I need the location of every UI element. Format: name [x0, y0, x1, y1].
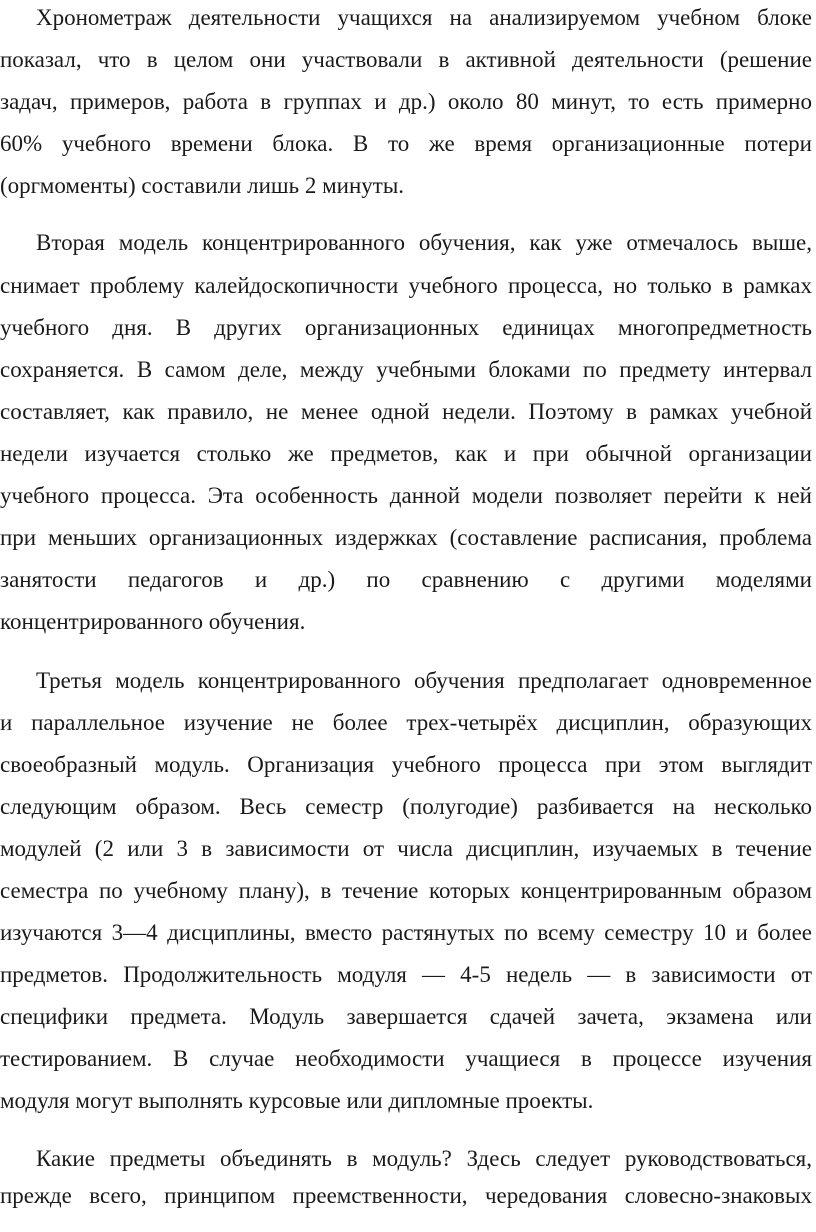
text-line: Хронометраж деятельности учащихся на анализируемом учебном блоке [36, 5, 812, 30]
text-line: при меньших организационных издержках (составление расписания, проблема [0, 525, 812, 550]
text-line: Какие предметы объединять в модуль? Здесь следует руководствоваться, [36, 1146, 812, 1171]
text-line: семестра по учебному плану), в течение которых концентрированным образом [0, 878, 812, 903]
text-line: 60% учебного времени блока. В то же время организационные потери [0, 131, 812, 156]
text-line: задач, примеров, работа в группах и др.) около 80 минут, то есть примерно [0, 89, 812, 114]
text-line: Третья модель концентрированного обучения предполагает одновременное [36, 668, 812, 693]
text-line: модулей (2 или 3 в зависимости от числа дисциплин, изучаемых в течение [0, 836, 812, 861]
text-line: занятости педагогов и др.) по сравнению с другими моделями [0, 567, 812, 592]
text-line: модуля могут выполнять курсовые или дипломные проекты. [0, 1088, 594, 1113]
text-line: учебного дня. В других организационных единицах многопредметность [0, 315, 812, 340]
text-line: следующим образом. Весь семестр (полугодие) разбивается на несколько [0, 794, 812, 819]
text-line: специфики предмета. Модуль завершается сдачей зачета, экзамена или [0, 1004, 812, 1029]
text-line: недели изучается столько же предметов, как и при обычной организации [0, 441, 812, 466]
text-line: тестированием. В случае необходимости учащиеся в процессе изучения [0, 1046, 812, 1071]
text-line: и параллельное изучение не более трех-четырёх дисциплин, образующих [0, 710, 812, 735]
text-line: снимает проблему калейдоскопичности учебного процесса, но только в рамках [0, 273, 812, 298]
text-line: концентрированного обучения. [0, 609, 306, 634]
text-line: показал, что в целом они участвовали в активной деятельности (решение [0, 47, 812, 72]
text-line: составляет, как правило, не менее одной недели. Поэтому в рамках учебной [0, 399, 812, 424]
text-line: Вторая модель концентрированного обучения, как уже отмечалось выше, [36, 230, 812, 255]
text-line: учебного процесса. Эта особенность данной модели позволяет перейти к ней [0, 483, 812, 508]
text-line: своеобразный модуль. Организация учебного процесса при этом выглядит [0, 752, 812, 777]
text-line: прежде всего, принципом преемственности, чередования словесно-знаковых [0, 1183, 812, 1208]
text-line: сохраняется. В самом деле, между учебными блоками по предмету интервал [0, 357, 812, 382]
text-line: (оргмоменты) составили лишь 2 минуты. [0, 173, 405, 198]
text-line: изучаются 3—4 дисциплины, вместо растянутых по всему семестру 10 и более [0, 920, 812, 945]
text-line: предметов. Продолжительность модуля — 4-5 недель — в зависимости от [0, 962, 812, 987]
